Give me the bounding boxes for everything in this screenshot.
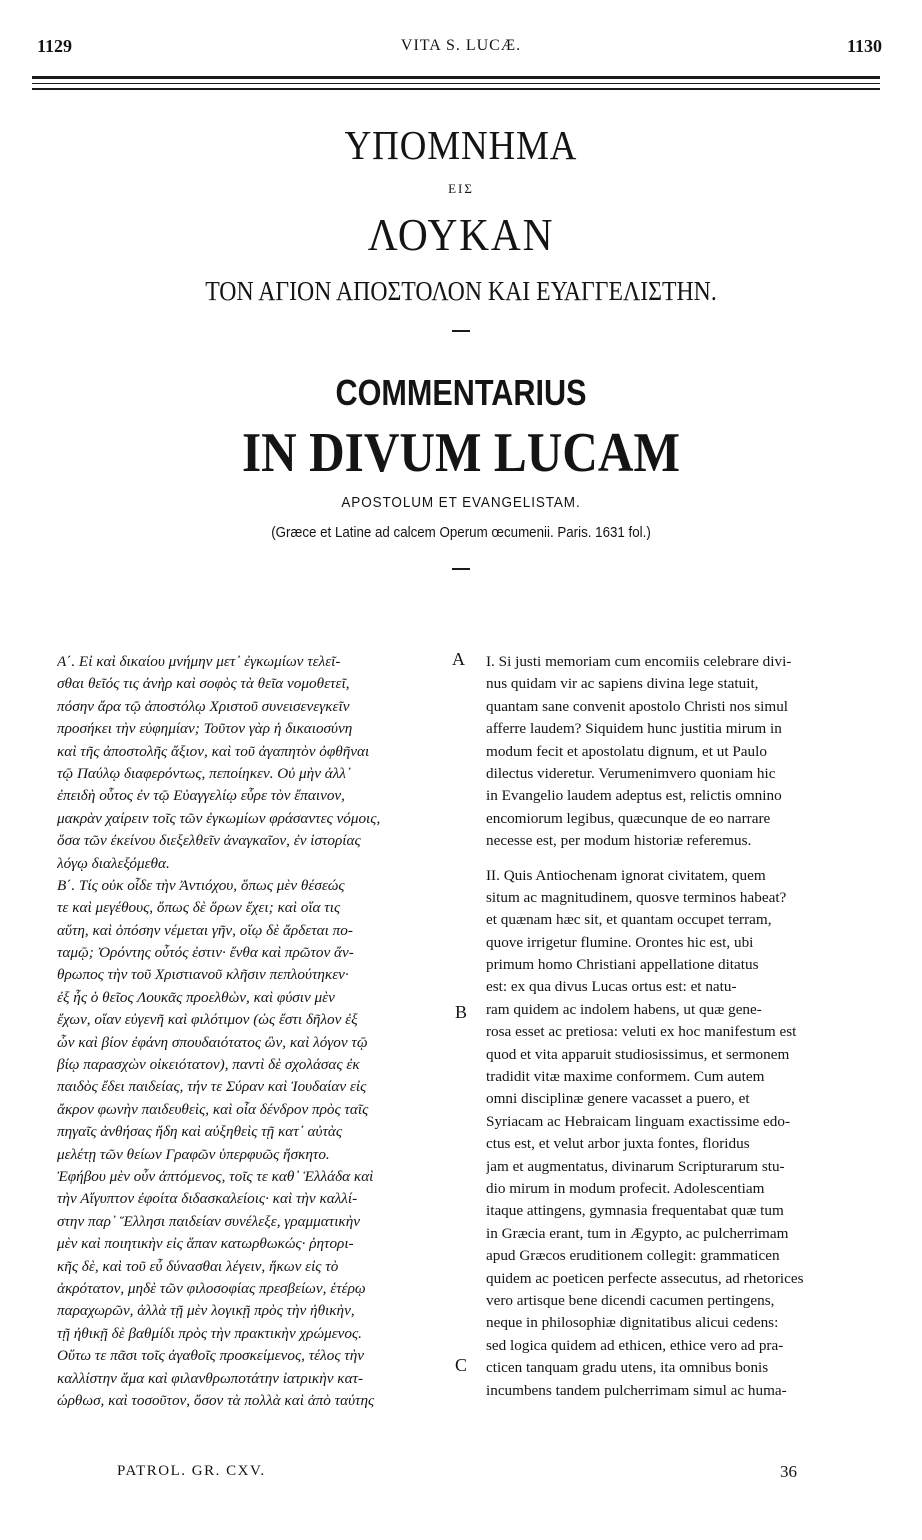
text-line: καὶ τῆς ἀποστολῆς ἄξιον, καὶ τοῦ ἀγαπητὸν ὀφθῆναι [57,742,370,760]
text-line: dio mirum in modum profecit. Adolescentiam [486,1179,765,1197]
latin-name: IN DIVUM LUCAM [241,422,681,484]
title-block [0,118,922,570]
text-line: ταμῷ; Ὀρόντης οὗτός ἐστιν· ἔνθα καὶ πρῶτον ἄν- [57,944,354,962]
text-line: dilectus videretur. Verumenimvero quoniam hic [486,764,776,782]
text-line: primum homo Christiani appellatione ditatus [486,956,759,974]
text-line: quod et vita apparuit studiosissimus, et sermonem [486,1045,790,1063]
text-line: στην παρ᾽ Ἕλλησι παιδείαν συνέλεξε, γραμματικὴν [57,1212,360,1230]
text-line: Ἐφήβου μὲν οὖν ἁπτόμενος, τοῖς τε καθ᾽ Ἑλλάδα καὶ [57,1167,374,1185]
title-divider [452,330,470,332]
running-title: VITA S. LUCÆ. [400,37,522,54]
text-line: λόγῳ διαλεξόμεθα. [57,854,170,872]
text-line: Β΄. Τίς οὐκ οἶδε τὴν Ἀντιόχου, ὅπως μὲν θέσεώς [57,876,345,894]
source-note: (Græce et Latine ad calcem Operum œcumenii. Paris. 1631 fol.) [271,525,651,541]
text-line: nus quidam vir ac sapiens divina lege statuit, [486,675,759,693]
footer-signature: 36 [780,1462,797,1481]
text-line: ἐξ ἧς ὁ θεῖος Λουκᾶς προελθὼν, καὶ φύσιν μὲν [57,988,335,1006]
latin-title: COMMENTARIUS [335,372,587,413]
margin-letter-c: C [455,1355,468,1375]
text-line: et quænam hæc sit, et quantam occupet terram, [486,911,772,929]
greek-eis: ΕΙΣ [448,181,474,196]
text-line: θρωπος τὴν τοῦ Χριστιανοῦ κλῆσιν πεπλούτηκεν· [57,966,349,984]
text-line: σθαι θεῖός τις ἀνὴρ καὶ σοφὸς τὰ θεῖα νομοθετεῖ, [57,675,350,693]
text-line: itaque attingens, gymnasia frequentabat quæ tum [486,1202,784,1220]
text-line: incumbens tandem pulcherrimam simul ac huma- [486,1381,787,1399]
margin-letter-b: B [455,1002,468,1022]
margin-letter-a: A [452,649,465,669]
text-line: modum fecit et apostolatu dignum, et ut Paulo [486,742,767,760]
text-line: τῷ Παύλῳ διαφερόντως, πεποίηκεν. Οὐ μὴν ἀλλ᾽ [57,764,351,782]
text-line: quidem ac poeticen perfecte assecutus, ad rhetorices [486,1269,804,1287]
text-line: ram quidem ac indolem habens, ut quæ gene- [486,1000,762,1018]
text-line: ἐπειδὴ οὗτος ἐν τῷ Εὐαγγελίῳ εὗρε τὸν ἔπαινον, [57,787,345,805]
running-head [0,36,922,58]
text-line: II. Quis Antiochenam ignorat civitatem, quem [486,866,766,884]
text-line: τε καὶ μεγέθους, ὅπως δὲ ὅρων ἔχει; καὶ οἵα τις [57,899,341,917]
text-line: I. Si justi memoriam cum encomiis celebrare divi- [486,653,792,670]
latin-subtitle: APOSTOLUM ET EVANGELISTAM. [341,494,581,511]
text-line: jam et augmentatus, divinarum Scripturarum stu- [486,1157,785,1175]
text-line: πόσην ἄρα τῷ ἀποστόλῳ Χριστοῦ συνεισενεγκεῖν [57,697,350,715]
text-line: in Græcia erant, tum in Ægypto, ac pulcherrimam [486,1224,789,1242]
text-line: τῇ ἠθικῇ δὲ βαθμίδι πρὸς τὴν πρακτικὴν χρώμενος. [57,1324,362,1342]
text-line: προσήκει τὴν εὐφημίαν; Τοῦτον γὰρ ἡ δικαιοσύνη [57,720,353,738]
text-line: ἄκρον φωνὴν παιδευθεὶς, καὶ οἷα δένδρον πρὸς ταῖς [57,1100,369,1118]
text-line: est: ex qua divus Lucas ortus est: et natu- [486,978,737,996]
text-line: quantam sane convenit apostolo Christi nos simul [486,697,789,715]
text-line: vero artisque bene dicendi cacumen pertingens, [486,1291,775,1309]
text-line: necesse est, per modum historiæ referemus. [486,832,752,850]
greek-name: ΛΟΥΚΑΝ [367,209,555,260]
text-line: αὕτη, καὶ ὁπόσην νέμεται γῆν, οἵῳ δὲ ἄρδεται πο- [57,921,353,939]
text-line: μὲν καὶ ποιητικὴν εἰς ἅπαν κατωρθωκώς· ῥητορι- [57,1235,354,1253]
text-line: neque in philosophiæ dignitatibus alicui cedens: [486,1314,779,1332]
text-line: ώρθωσ, καὶ τοσοῦτον, ὅσον τὰ πολλὰ καὶ ἀπὸ ταύτης [57,1391,375,1409]
footer-series: PATROL. GR. CXV. [117,1463,266,1479]
text-line: tradidit vitæ maxime conformem. Cum autem [486,1068,765,1086]
text-line: ctus est, et velut arbor juxta fontes, floridus [486,1135,750,1153]
text-line: sed logica quidem ad ethicen, ethice vero ad pra- [486,1336,784,1354]
text-line: cticen tanquam gradu utens, ita omnibus bonis [486,1359,769,1377]
text-line: apud Græcos eruditionem collegit: grammaticen [486,1247,780,1265]
text-line: omni disciplinæ genere vacasset a puero, et [486,1090,750,1108]
text-line: καλλίστην ἅμα καὶ φιλανθρωποτάτην ἰατρικὴν κατ- [57,1369,364,1387]
text-line: πηγαῖς ἀνθήσας ἤδη καὶ αὐξηθεὶς τῇ κατ᾽ αὐτὰς [57,1123,343,1141]
text-line: Οὕτω τε πᾶσι τοῖς ἀγαθοῖς προσκείμενος, τέλος τὴν [57,1347,365,1365]
latin-column [486,651,890,1402]
text-line: μακρὰν χαίρειν τοῖς τῶν ἐγκωμίων φράσαντες νόμοις, [57,809,381,827]
text-line: rosa esset ac pretiosa: veluti ex hoc manifestum est [486,1023,797,1041]
text-line: ἀκρότατον, μηδὲ τῶν φιλοσοφίας πρεσβείων, ἑτέρῳ [57,1279,366,1297]
text-line: μελέτῃ τῶν θείων Γραφῶν ὑπερφυῶς ἤσκητο. [57,1145,330,1163]
left-column-number: 1129 [37,36,73,56]
text-line: in Evangelio laudem adeptus est, relictis omnino [486,787,782,805]
text-line: ὅσα τῶν ἐκείνου διεξελθεῖν ἀναγκαῖον, ἐν ἱστορίας [57,832,361,850]
header-rule [32,76,880,79]
text-line: παραχωρῶν, ἀλλὰ τῇ μὲν λογικῇ πρὸς τὴν ἠθικὴν, [57,1302,355,1320]
title-divider [452,568,470,570]
text-line: Syriacam ac Hebraicam linguam exactissime edo- [486,1112,791,1130]
right-column-number: 1130 [846,36,882,56]
text-line: afferre laudem? Siquidem hunc justitia mirum in [486,720,782,738]
text-line: quove irrigetur flumine. Orontes hic est, ubi [486,933,754,951]
header-rule [32,83,880,84]
paragraph-gap [486,853,890,865]
text-line: Α΄. Εἰ καὶ δικαίου μνήμην μετ᾽ ἐγκωμίων τελεῖ- [57,653,341,670]
text-line: βίῳ παρασχὼν οἰκειότατον), παντὶ δὲ σχολάσας ἐκ [57,1056,360,1074]
greek-subtitle: ΤΟΝ ΑΓΙΟΝ ΑΠΟΣΤΟΛΟΝ ΚΑΙ ΕΥΑΓΓΕΛΙΣΤΗΝ. [205,276,717,306]
header-rule [32,88,880,90]
text-line: παιδὸς ἔδει παιδείας, τήν τε Σύραν καὶ Ἰουδαίαν εἰς [57,1078,367,1096]
text-line: ὧν καὶ βίον ἐφάνη σπουδαιότατος ὢν, καὶ λόγον τῷ [57,1033,368,1051]
greek-column [57,651,461,1412]
text-line: ἔχων, οἵαν εὐγενῆ καὶ φιλότιμον (ὡς ἔστι δῆλον ἐξ [57,1011,358,1029]
text-line: situm ac magnitudinem, quosve terminos habeat? [486,888,787,906]
text-line: τὴν Αἴγυπτον ἐφοίτα διδασκαλείοις· καὶ τὴν καλλί- [57,1190,358,1208]
text-line: encomiorum legibus, quæcunque de eo narrare [486,809,771,827]
text-line: κῆς δὲ, καὶ τοῦ εὖ δύνασθαι λέγειν, ἥκων εἰς τὸ [57,1257,339,1275]
greek-title: ΥΠΟΜΝΗΜΑ [344,122,578,168]
